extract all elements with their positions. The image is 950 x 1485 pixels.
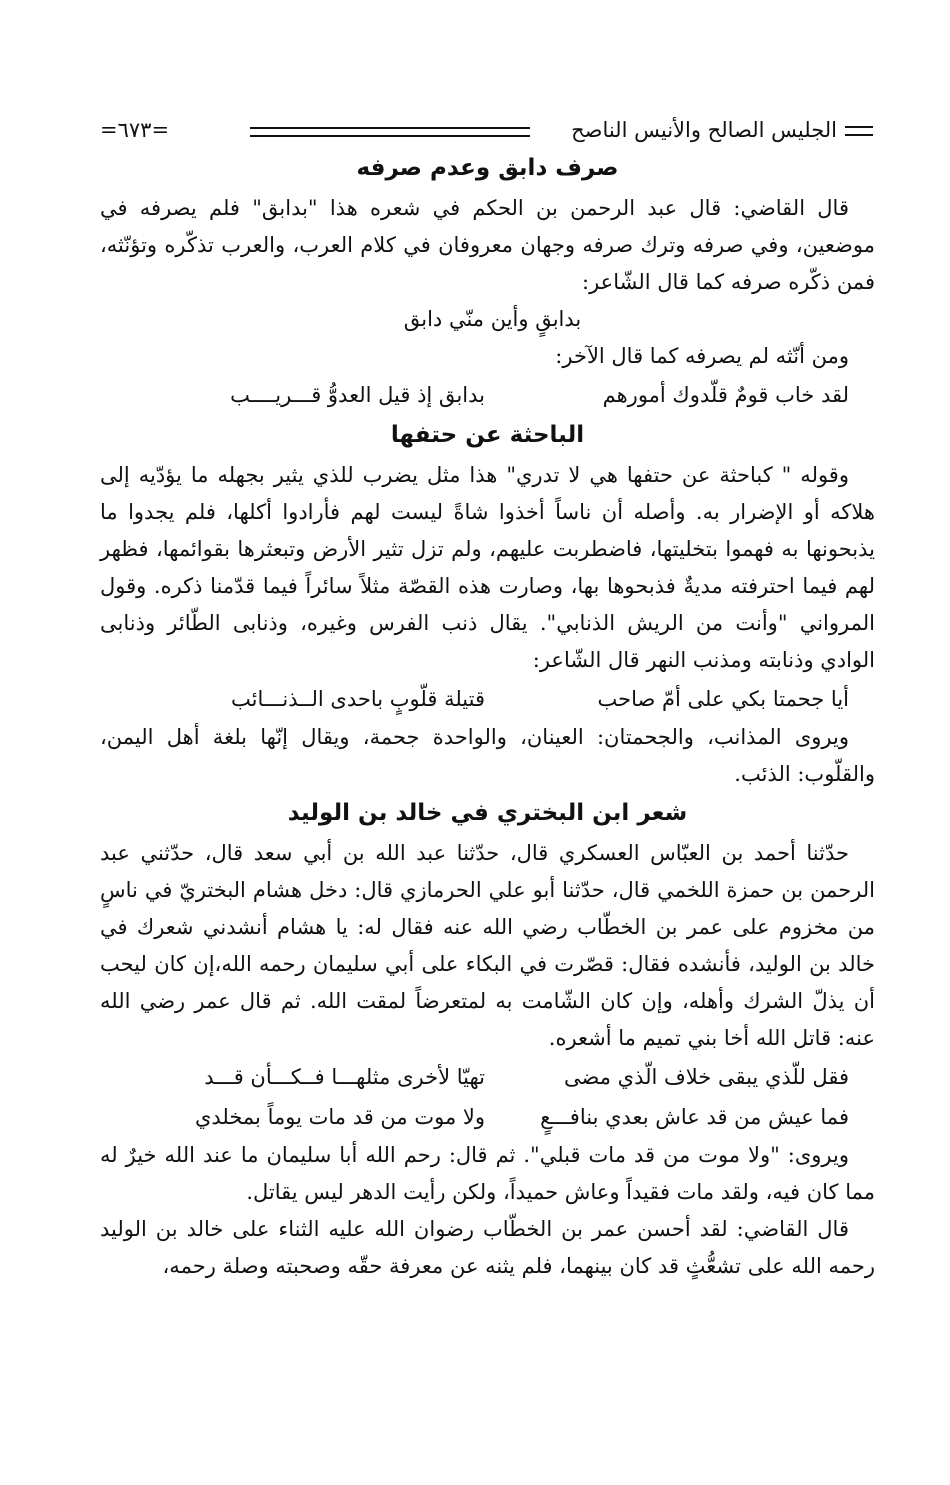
paragraph: ومن أنّثه لم يصرفه كما قال الآخر: <box>555 344 849 368</box>
verse-couplet <box>100 1097 875 1137</box>
verse-second-hemistich: تهيّا لأخرى مثلهـــا فــكـــأن قـــد <box>204 1065 485 1089</box>
paragraph: ويروى المذانب، والجحمتان: العينان، والواحدة جحمة، ويقال إنّها بلغة أهل اليمن، والقلّوب: الذئب. <box>100 725 875 786</box>
verse-first-hemistich: لقد خاب قومٌ قلّدوك أمورهم <box>602 383 849 407</box>
section-heading-dabiq: صرف دابق وعدم صرفه <box>356 155 619 181</box>
verse-first-hemistich: فما عيش من قد عاش بعدي بنافـــعٍ <box>540 1105 849 1129</box>
verse-first-hemistich: فقل للّذي يبقى خلاف الّذي مضى <box>564 1065 849 1089</box>
paragraph: حدّثنا أحمد بن العبّاس العسكري قال، حدّثنا عبد الله بن أبي سعد قال، حدّثني عبد الرحمن بن حمزة اللخمي قال، حدّثنا أبو علي الحرمازي قال: دخل هشام البختريّ في ناسٍ من مخزوم على عمر بن الخطّاب رضي الله عنه فقال له: يا هشام أنشدني شعرك في خالد بن الوليد، فأنشده فقال: قصّرت في البكاء على أبي سليمان رحمه الله،إن كان ليحب أن يذلّ الشرك وأهله، وإن كان الشّامت به لمتعرضاً لمقت الله. ثم قال عمر رضي الله عنه: قاتل الله أخا بني تميم ما أشعره. <box>100 841 875 1050</box>
verse-first-hemistich: أيا جحمتا بكي على أمّ صاحب <box>597 687 849 711</box>
paragraph: ويروى: "ولا موت من قد مات قبلي". ثم قال: رحم الله أبا سليمان ما عند الله خيرٌ له مما كان فيه، ولقد مات فقيداً وعاش حميداً، ولكن رأيت الدهر ليس يقاتل. <box>100 1143 875 1204</box>
page-number: =٦٧٣= <box>100 118 170 142</box>
book-page <box>100 112 875 1285</box>
section-heading-bahitha: الباحثة عن حتفها <box>390 422 585 448</box>
header-rule <box>250 127 530 137</box>
verse-couplet <box>100 679 875 719</box>
verse-couplet <box>100 1057 875 1097</box>
page-number-value: ٦٧٣ <box>117 118 152 142</box>
paragraph: وقوله " كباحثة عن حتفها هي لا تدري" هذا مثل يضرب للذي يثير بجهله ما يؤدّيه إلى هلاكه أو الإضرار به. وأصله أن ناساً أخذوا شاةً ليست لهم فأرادوا أكلها، فلم يجدوا ما يذبحونها به فهموا بتخليتها، فاضطربت عليهم، ولم تزل تثير الأرض وتبعثرها بقوائمها، فظهر لهم فيما احترفته مديةٌ فذبحوها بها، وصارت هذه القصّة مثلاً سائراً فيما قدّمنا ذكره. وقول المرواني "وأنت من الريش الذنابي". يقال ذنب الفرس وغيره، وذنابى الطّائر وذنابى الوادي وذنابته ومذنب النهر قال الشّاعر: <box>100 463 875 672</box>
verse-line: بدابقٍ وأين منّي دابق <box>403 307 582 331</box>
verse-second-hemistich: ولا موت من قد مات يوماً بمخلدي <box>194 1105 485 1129</box>
verse-second-hemistich: قتيلة قلّوبٍ باحدى الــذنـــائب <box>231 687 485 711</box>
verse-couplet <box>100 375 875 415</box>
paragraph: قال القاضي: قال عبد الرحمن بن الحكم في شعره هذا "بدابق" فلم يصرفه في موضعين، وفي صرفه وترك صرفه وجهان معروفان في كلام العرب، والعرب تذكّره وتؤنّثه، فمن ذكّره صرفه كما قال الشّاعر: <box>100 196 875 294</box>
paragraph: قال القاضي: لقد أحسن عمر بن الخطّاب رضوان الله عليه الثناء على خالد بن الوليد رحمه الله على تشعُّثٍ قد كان بينهما، فلم يثنه عن معرفة حقّه وصحبته وصلة رحمه، <box>100 1217 875 1278</box>
running-header <box>100 112 875 148</box>
verse-second-hemistich: بدابق إذ قيل العدوُّ قـــريــــب <box>230 383 485 407</box>
book-title: الجليس الصالح والأنيس الناصح <box>571 112 875 148</box>
section-heading-bukhturi: شعر ابن البختري في خالد بن الوليد <box>287 800 688 826</box>
